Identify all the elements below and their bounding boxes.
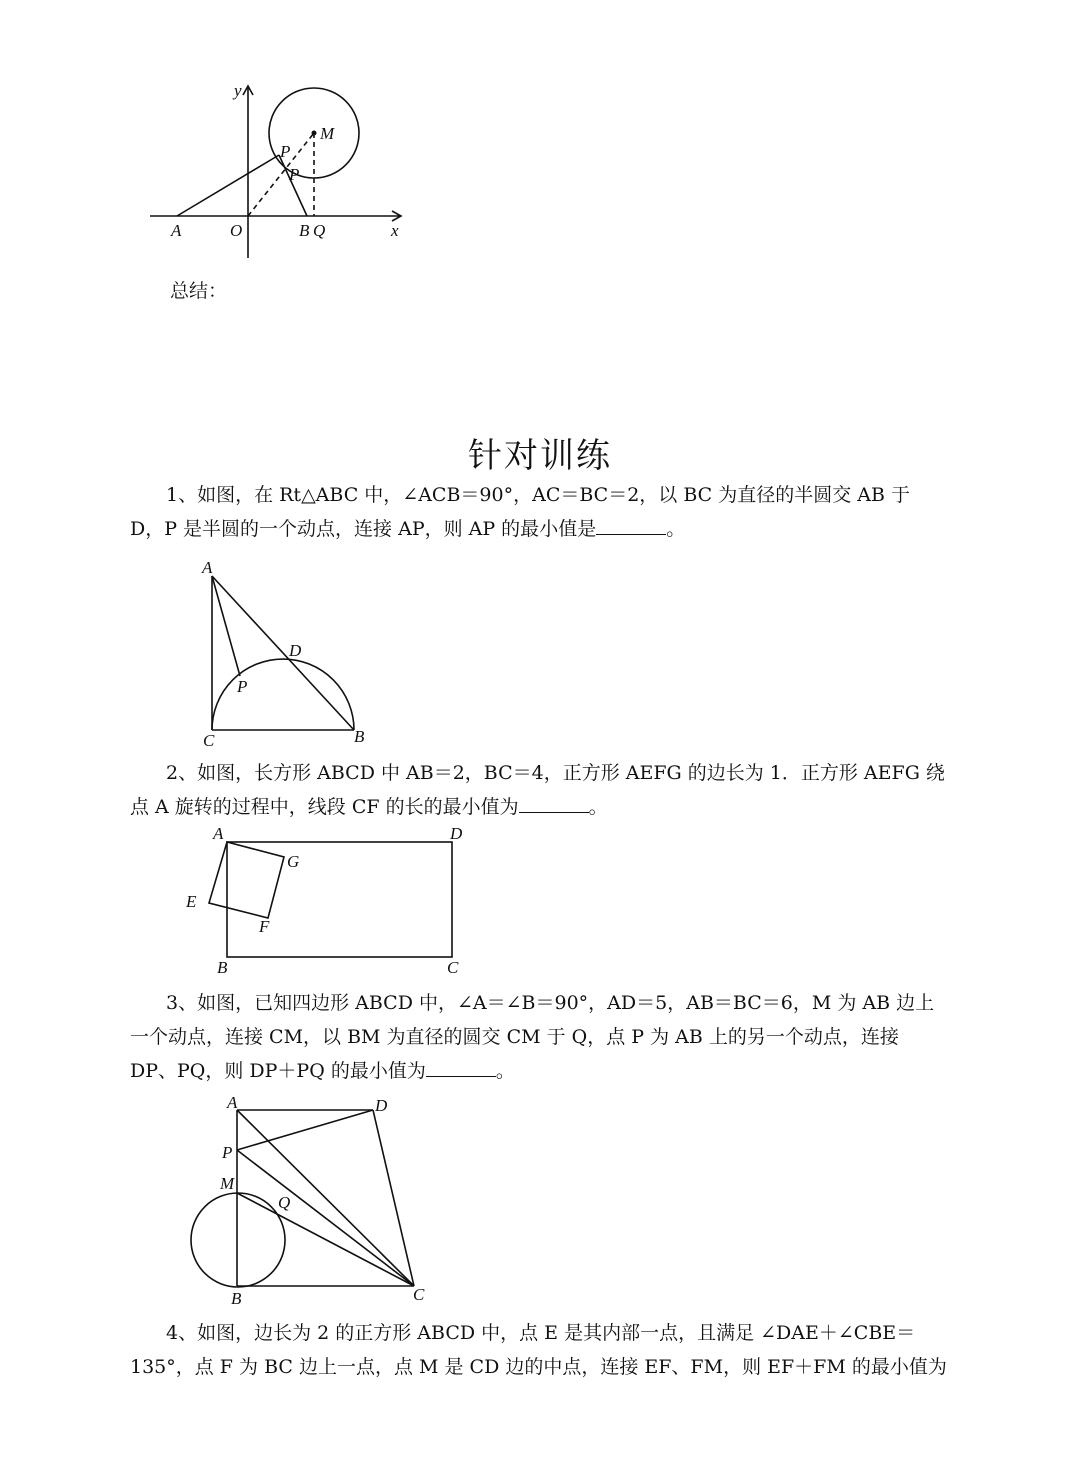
label-d: D xyxy=(289,641,302,660)
problem-4-text: 4、如图，边长为 2 的正方形 ABCD 中，点 E 是其内部一点，且满足 ∠DAE＋∠CBE＝135°，点 F 为 BC 边上一点，点 M 是 CD 边的中点，连接 EF、FM，则 EF＋FM 的最小值为 xyxy=(130,1322,947,1378)
problem-2 xyxy=(130,756,950,824)
problem-3-end: 。 xyxy=(495,1060,515,1082)
label-m: M xyxy=(320,124,335,143)
answer-blank-2 xyxy=(519,794,589,813)
circle-bm xyxy=(191,1193,285,1287)
problem-1-text: 1、如图，在 Rt△ABC 中，∠ACB＝90°，AC＝BC＝2，以 BC 为直径的半圆交 AB 于 D，P 是半圆的一个动点，连接 AP，则 AP 的最小值是 xyxy=(130,484,911,540)
problem-2-text: 2、如图，长方形 ABCD 中 AB＝2，BC＝4，正方形 AEFG 的边长为 1．正方形 AEFG 绕点 A 旋转的过程中，线段 CF 的长的最小值为 xyxy=(130,762,945,818)
problem-3-text: 3、如图，已知四边形 ABCD 中，∠A＝∠B＝90°，AD＝5，AB＝BC＝6，M 为 AB 边上一个动点，连接 CM，以 BM 为直径的圆交 CM 于 Q，点 P 为 AB 上的另一个动点，连接 DP、PQ，则 DP＋PQ 的最小值为 xyxy=(130,992,935,1082)
label-a: A xyxy=(213,824,224,843)
label-c: C xyxy=(413,1285,425,1304)
label-o: O xyxy=(230,221,243,240)
problem-2-end: 。 xyxy=(588,796,608,818)
problem-4 xyxy=(130,1316,950,1384)
answer-blank-3 xyxy=(426,1058,496,1077)
label-m: M xyxy=(220,1174,235,1193)
label-c: C xyxy=(203,731,215,750)
rectangle-abcd xyxy=(227,842,452,957)
label-p: P xyxy=(237,677,248,696)
problem-1 xyxy=(130,478,950,546)
point-m xyxy=(312,131,317,136)
answer-blank-1 xyxy=(596,516,666,535)
label-p-prime: P xyxy=(289,165,300,184)
label-y: y xyxy=(234,81,242,100)
label-b: B xyxy=(217,958,228,977)
label-a: A xyxy=(202,558,213,577)
segment-ap xyxy=(177,155,279,216)
label-d: D xyxy=(375,1096,388,1115)
coordinate-figure xyxy=(140,78,430,268)
problem-1-end: 。 xyxy=(666,518,686,540)
label-a: A xyxy=(227,1093,238,1112)
label-b: B xyxy=(299,221,310,240)
figure-1 xyxy=(195,555,380,750)
label-f: F xyxy=(259,917,270,936)
label-p: P xyxy=(222,1143,233,1162)
label-x: x xyxy=(391,221,399,240)
square-aefg xyxy=(209,842,284,918)
label-g: G xyxy=(287,852,300,871)
label-p: P xyxy=(280,142,291,161)
figure-3 xyxy=(185,1090,435,1310)
label-q: Q xyxy=(313,221,326,240)
problem-3 xyxy=(130,986,950,1088)
segment-ac xyxy=(237,1110,414,1286)
label-b: B xyxy=(231,1289,242,1308)
label-e: E xyxy=(186,892,197,911)
label-c: C xyxy=(447,958,459,977)
section-title: 针对训练 xyxy=(468,436,612,476)
label-d: D xyxy=(450,824,463,843)
label-q: Q xyxy=(278,1193,291,1212)
segment-mc xyxy=(237,1193,414,1286)
summary-label: 总结： xyxy=(170,280,228,302)
semicircle-bc xyxy=(212,659,354,730)
label-a: A xyxy=(171,221,182,240)
label-b: B xyxy=(354,727,365,746)
figure-2 xyxy=(180,820,470,980)
